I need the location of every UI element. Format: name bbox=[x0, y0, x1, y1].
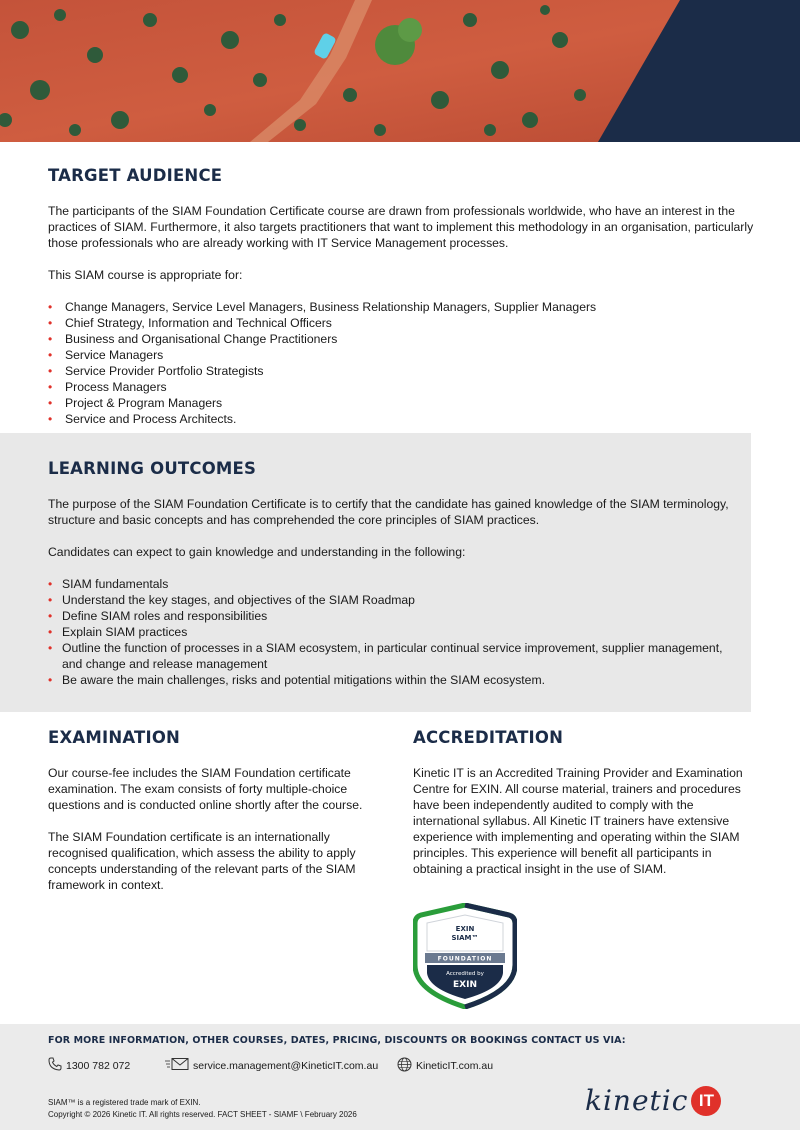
target-audience-appropriate: This SIAM course is appropriate for: bbox=[48, 268, 243, 282]
bullet-dot: • bbox=[48, 348, 53, 362]
list-item: • Process Managers bbox=[48, 380, 167, 394]
phone-icon bbox=[48, 1057, 62, 1074]
badge-accredited: Accredited by bbox=[446, 971, 484, 977]
list-item: • Chief Strategy, Information and Technical Officers bbox=[48, 316, 332, 330]
list-item: • Service and Process Architects. bbox=[48, 412, 237, 426]
learning-outcomes-intro: The purpose of the SIAM Foundation Certificate is to certify that the candidate has gained knowledge of the SIAM terminology, structure and basic concepts and has comprehended the core principles of SIAM practices. bbox=[48, 497, 729, 527]
examination-paragraph-2: The SIAM Foundation certificate is an internationally recognised qualification, which assess the ability to apply concepts understanding of the relevant parts of the SIAM framework in context. bbox=[48, 830, 356, 892]
learning-outcomes-expect: Candidates can expect to gain knowledge and understanding in the following: bbox=[48, 545, 466, 559]
bullet-dot: • bbox=[48, 332, 53, 346]
accreditation-paragraph: Kinetic IT is an Accredited Training Provider and Examination Centre for EXIN. All course material, trainers and procedures have been independently audited to comply with the international syllabus. All Kinetic IT trainers have extensive experience with implementing and operating within the SIAM principles. This experience will benefit all participants in obtaining a practical insight in the use of SIAM. bbox=[413, 766, 743, 876]
hero-image bbox=[0, 0, 800, 142]
footer bbox=[0, 1024, 800, 1130]
bullet-dot: • bbox=[48, 396, 53, 410]
list-item: • Understand the key stages, and objectives of the SIAM Roadmap bbox=[48, 593, 415, 607]
target-audience-intro: The participants of the SIAM Foundation Certificate course are drawn from professionals worldwide, who have an interest in the practices of SIAM. Furthermore, it also targets practitioners that want to implement this methodology in an organisation, particularly those professionals who are already working with IT Service Management processes. bbox=[48, 204, 754, 250]
list-item: • Change Managers, Service Level Managers, Business Relationship Managers, Supplier Managers bbox=[48, 300, 597, 314]
examination-paragraph-1: Our course-fee includes the SIAM Foundation certificate examination. The exam consists of forty multiple-choice questions and is conducted online shortly after the course. bbox=[48, 766, 363, 812]
badge-line1: EXIN bbox=[455, 925, 475, 933]
bullet-dot: • bbox=[48, 593, 53, 607]
email-address[interactable]: service.management@KineticIT.com.au bbox=[193, 1059, 379, 1072]
bullet-dot: • bbox=[48, 641, 53, 655]
bullet-dot: • bbox=[48, 412, 53, 426]
phone-contact[interactable] bbox=[48, 1057, 130, 1074]
email-contact[interactable] bbox=[165, 1057, 378, 1074]
bullet-dot: • bbox=[48, 364, 53, 378]
examination-section bbox=[48, 728, 388, 909]
list-item: • Project & Program Managers bbox=[48, 396, 223, 410]
learning-outcomes-list bbox=[48, 576, 738, 688]
bullet-dot: • bbox=[48, 673, 53, 687]
list-item: • Define SIAM roles and responsibilities bbox=[48, 609, 268, 623]
bullet-dot: • bbox=[48, 380, 53, 394]
list-item: • Service Managers bbox=[48, 348, 164, 362]
bullet-dot: • bbox=[48, 625, 53, 639]
copyright-notice: Copyright © 2026 Kinetic IT. All rights reserved. FACT SHEET - SIAMF \ February 2026 bbox=[48, 1110, 357, 1119]
bullet-dot: • bbox=[48, 577, 53, 591]
logo-wordmark: kinetic bbox=[585, 1084, 689, 1117]
accreditation-section bbox=[413, 728, 758, 877]
badge-brand: EXIN bbox=[453, 980, 477, 990]
list-item: • Service Provider Portfolio Strategists bbox=[48, 364, 264, 378]
accreditation-heading: ACCREDITATION bbox=[413, 728, 564, 747]
target-audience-heading: TARGET AUDIENCE bbox=[48, 166, 223, 185]
list-item: • Explain SIAM practices bbox=[48, 625, 188, 639]
target-audience-section bbox=[48, 166, 758, 427]
contact-heading: FOR MORE INFORMATION, OTHER COURSES, DATES, PRICING, DISCOUNTS OR BOOKINGS CONTACT US VIA: bbox=[48, 1035, 626, 1046]
list-item: • Business and Organisational Change Practitioners bbox=[48, 332, 338, 346]
website-link[interactable]: KineticIT.com.au bbox=[416, 1060, 494, 1072]
phone-number[interactable]: 1300 782 072 bbox=[66, 1059, 131, 1072]
exin-siam-foundation-badge-icon bbox=[413, 903, 517, 1009]
bullet-dot: • bbox=[48, 609, 53, 623]
list-item: • Outline the function of processes in a SIAM ecosystem, in particular continual service improvement, supplier management, and change and release management bbox=[48, 641, 723, 671]
legal-notice bbox=[48, 1097, 357, 1121]
website-contact[interactable] bbox=[397, 1057, 493, 1075]
list-item: • SIAM fundamentals bbox=[48, 577, 169, 591]
target-audience-list bbox=[48, 299, 758, 427]
badge-line2: SIAM™ bbox=[451, 934, 479, 942]
learning-outcomes-heading: LEARNING OUTCOMES bbox=[48, 459, 257, 478]
aerial-landscape-image bbox=[0, 0, 800, 142]
list-item: • Be aware the main challenges, risks and potential mitigations within the SIAM ecosystem. bbox=[48, 673, 545, 687]
bullet-dot: • bbox=[48, 316, 53, 330]
bullet-dot: • bbox=[48, 300, 53, 314]
logo-badge: IT bbox=[691, 1086, 721, 1116]
learning-outcomes-section bbox=[48, 459, 738, 688]
globe-icon bbox=[397, 1057, 412, 1075]
examination-heading: EXAMINATION bbox=[48, 728, 181, 747]
trademark-notice: SIAM™ is a registered trade mark of EXIN. bbox=[48, 1098, 201, 1107]
kinetic-it-logo bbox=[585, 1084, 721, 1117]
badge-band: FOUNDATION bbox=[437, 955, 493, 963]
email-icon bbox=[165, 1057, 189, 1074]
